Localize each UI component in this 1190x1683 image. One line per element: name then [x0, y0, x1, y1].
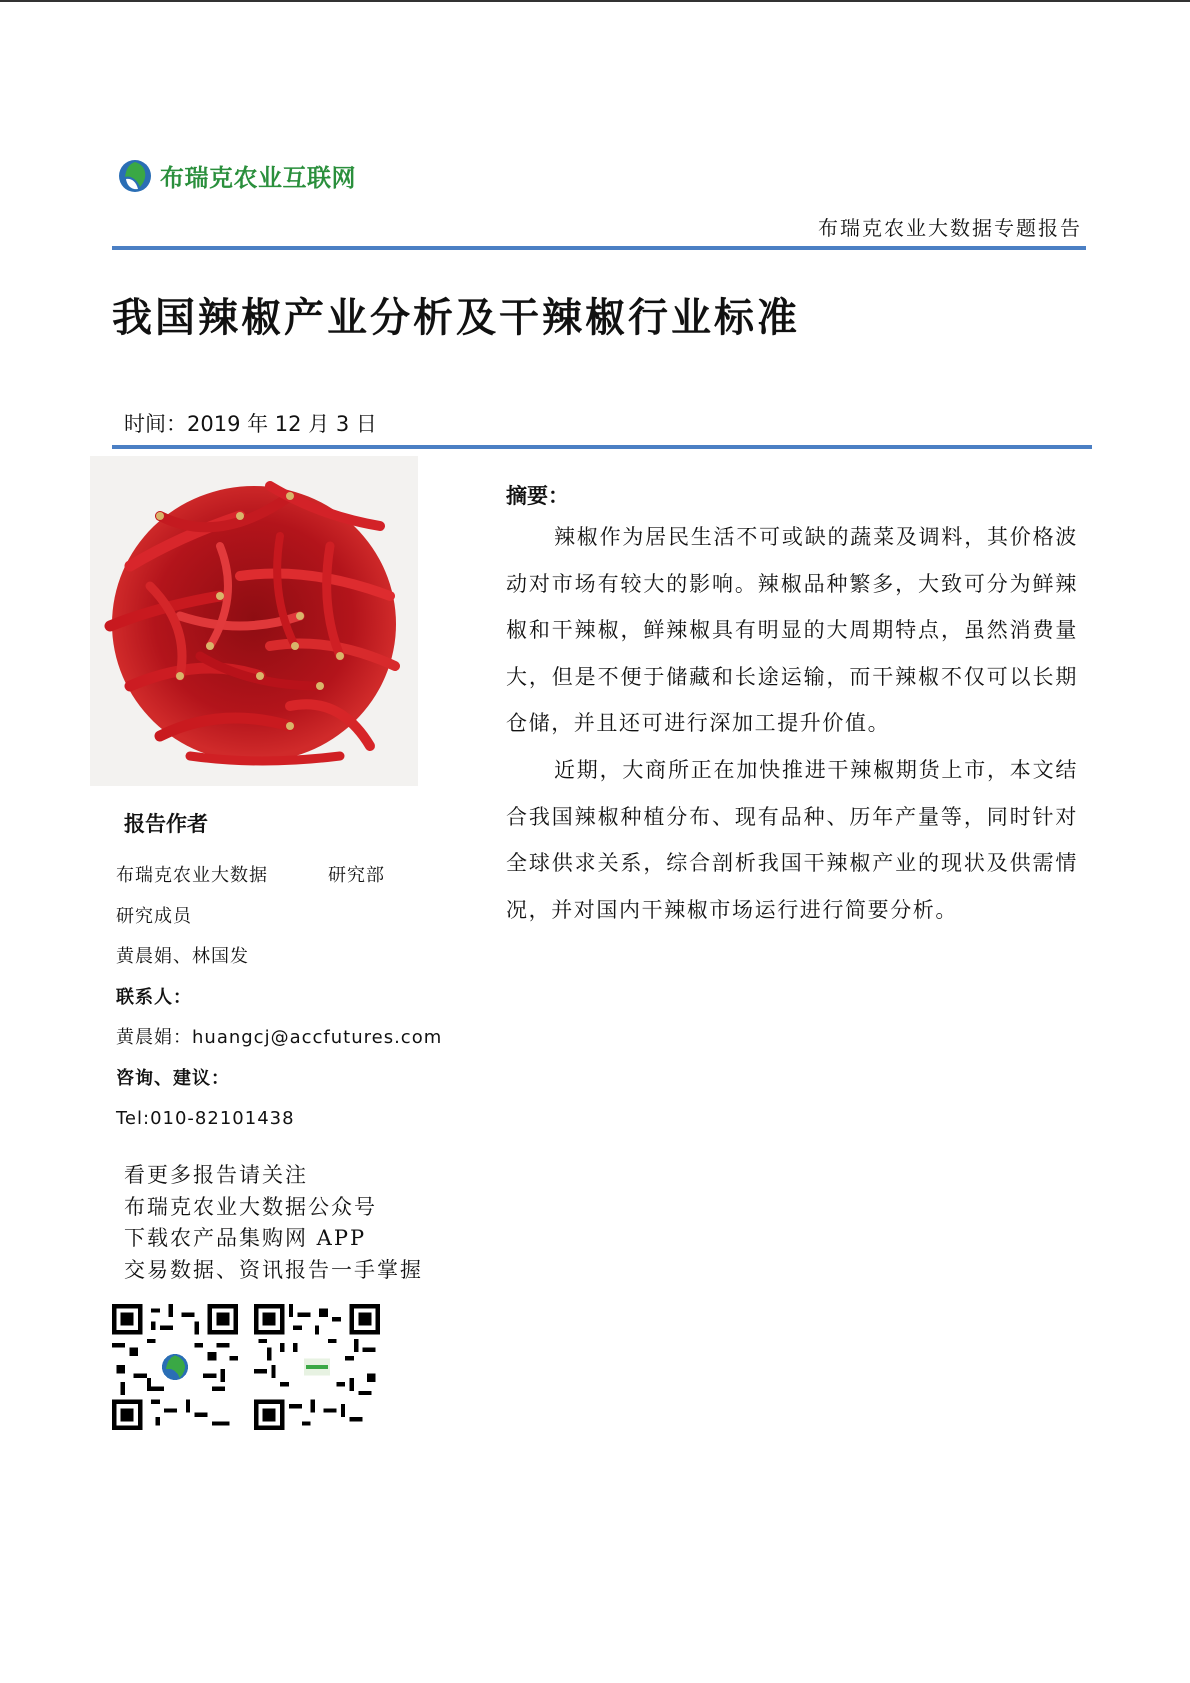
logo-text: 布瑞克农业互联网: [160, 164, 356, 192]
date-divider: [112, 445, 1092, 449]
contact-name: 黄晨娟：: [116, 1027, 192, 1048]
leaf-logo-icon: [118, 159, 152, 193]
contact-label: 联系人：: [116, 986, 192, 1008]
header-divider: [112, 246, 1086, 250]
chili-pile-image: [90, 456, 418, 786]
report-type-label: 布瑞克农业大数据专题报告: [818, 216, 1082, 240]
members-names: 黄晨娟、林国发: [116, 946, 249, 967]
follow-promo: [124, 1160, 423, 1286]
follow-line: 看更多报告请关注: [124, 1163, 308, 1187]
brand-logo: [118, 158, 356, 193]
telephone: Tel:010-82101438: [116, 1108, 295, 1129]
app-download-qr-code: [254, 1304, 380, 1430]
follow-line: 交易数据、资讯报告一手掌握: [124, 1257, 423, 1282]
page-title: 我国辣椒产业分析及干辣椒行业标准: [112, 294, 800, 341]
page-top-border: [0, 0, 1190, 2]
consult-label: 咨询、建议：: [116, 1067, 230, 1089]
dried-chili-photo: [90, 456, 418, 786]
follow-line: 下载农产品集购网 APP: [124, 1226, 367, 1250]
abstract-paragraph: 辣椒作为居民生活不可或缺的蔬菜及调料，其价格波动对市场有较大的影响。辣椒品种繁多，大致可分为鲜辣椒和干辣椒，鲜辣椒具有明显的大周期特点，虽然消费量大，但是不便于储藏和长途运输，而干辣椒不仅可以长期仓储，并且还可进行深加工提升价值。: [506, 525, 1078, 736]
department-name: 研究部: [328, 865, 385, 886]
wechat-qr-code: [112, 1304, 238, 1430]
authors-heading: 报告作者: [124, 811, 208, 836]
abstract-body: [506, 514, 1078, 933]
report-date: 时间：2019 年 12 月 3 日: [124, 412, 377, 436]
abstract-paragraph: 近期，大商所正在加快推进干辣椒期货上市，本文结合我国辣椒种植分布、现有品种、历年产量等，同时针对全球供求关系，综合剖析我国干辣椒产业的现状及供需情况，并对国内干辣椒市场运行进行简要分析。: [506, 757, 1078, 922]
org-name: 布瑞克农业大数据: [116, 865, 268, 886]
contact-row: [116, 1018, 442, 1059]
members-label: 研究成员: [116, 905, 192, 927]
follow-line: 布瑞克农业大数据公众号: [124, 1194, 377, 1219]
author-info: [116, 856, 442, 1140]
contact-email[interactable]: huangcj@accfutures.com: [192, 1027, 443, 1048]
org-row: [116, 856, 442, 897]
abstract-heading: 摘要：: [506, 483, 569, 508]
